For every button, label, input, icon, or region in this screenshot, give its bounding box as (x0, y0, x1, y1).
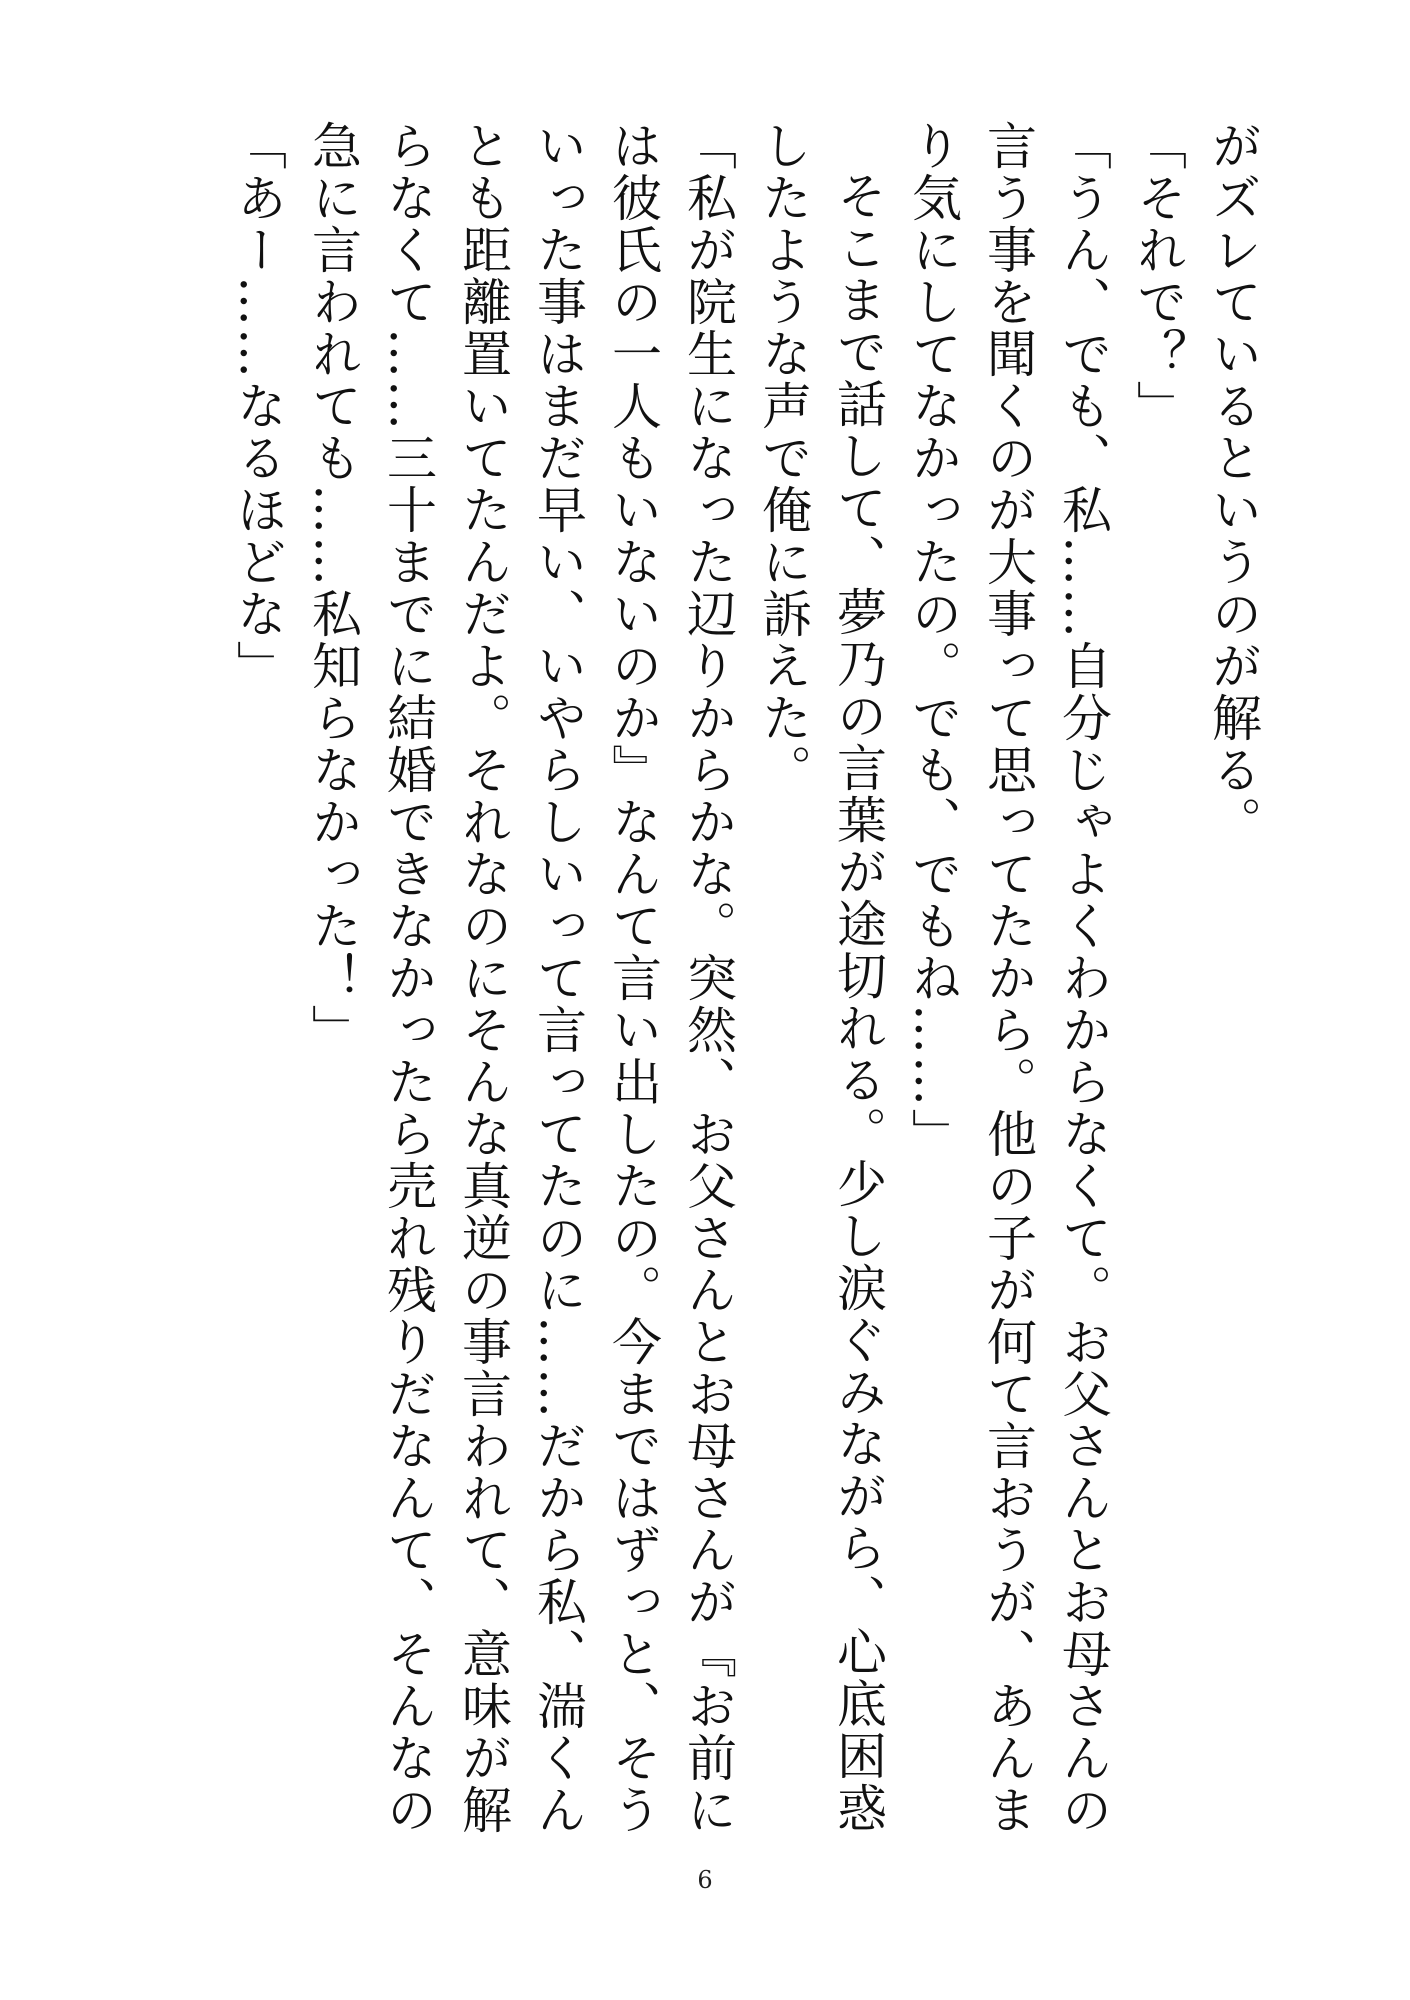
paragraph-2: 「それで？」 (1129, 120, 1187, 432)
paragraph-3: 「うん、でも、私……自分じゃよくわからなくて。お父さんとお母さんの言う事を聞くのが大事って思ってたから。他の子が何て言おうが、あんまり気にしてなかったの。でも、でもね……」 (904, 120, 1112, 1836)
paragraph-5: 「私が院生になった辺りからかな。突然、お父さんとお母さんが『お前には彼氏の一人もいないのか』なんて言い出したの。今まではずっと、そういった事はまだ早い、いやらしいって言ってたのに……だから私、湍くんとも距離置いてたんだよ。それなのにそんな真逆の事言われて、意味が解らなくて……三十までに結婚できなかったら売れ残りだなんて、そんなの急に言われても……私知らなかった！」 (304, 120, 737, 1836)
paragraph-4: そこまで話して、夢乃の言葉が途切れる。少し涙ぐみながら、心底困惑したような声で俺に訴えた。 (754, 120, 887, 1834)
vertical-text-body (170, 120, 1270, 1840)
paragraph-6: 「あー……なるほどな」 (229, 120, 287, 692)
page-number: 6 (697, 1866, 713, 1894)
paragraph-1: がズレているというのが解る。 (1204, 120, 1262, 848)
